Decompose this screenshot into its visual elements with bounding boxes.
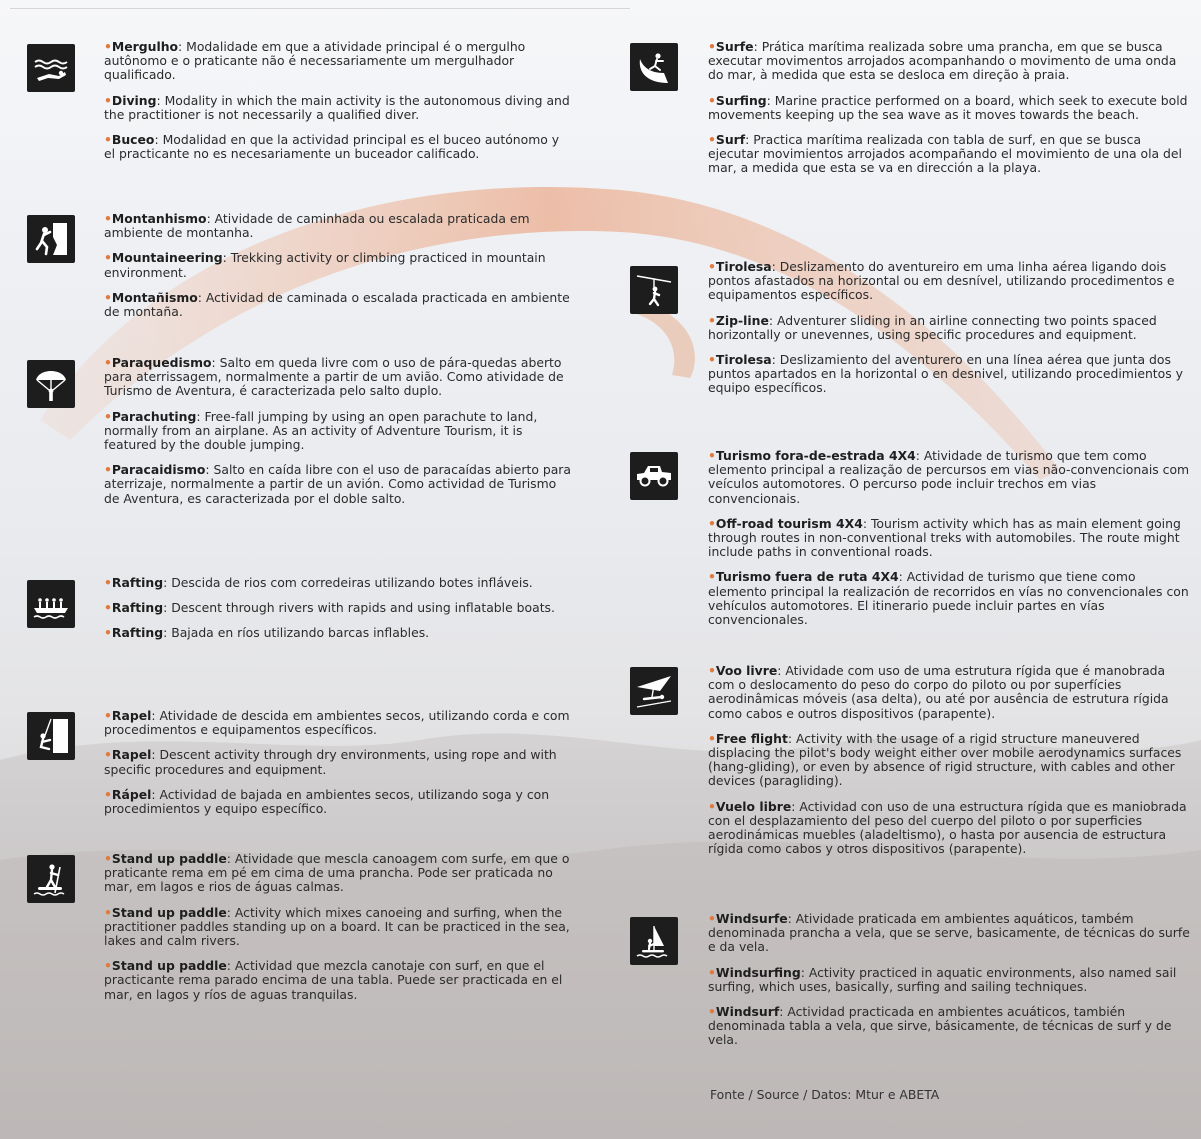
definition-es: •Paracaidismo: Salto en caída libre con el uso de paracaídas abierto para aterrizaje, normalmente a partir de un avión. Como actividad de Turismo de Aventura, es caracterizada por el doble salto. [104,462,571,506]
entry-off-road-text [708,449,1192,627]
definition-en: •Windsurfing: Activity practiced in aquatic environments, also named sail surfing, which uses, basically, surfing and sailing techniques. [708,964,1177,994]
stand-up-paddle-icon [27,855,75,903]
definition-es: •Windsurf: Actividad practicada en ambientes acuáticos, también denominada tabla a vela, que sirve, básicamente, de técnicas de surf y de vela. [708,1004,1172,1048]
source-credit: Fonte / Source / Datos: Mtur e ABETA [710,1087,940,1102]
definition-pt: •Mergulho: Modalidade em que a atividade principal é o mergulho autônomo e o praticante não é necessariamente um mergulhador qualificado. [104,39,526,83]
mountaineering-icon [27,215,75,263]
surfing-icon [630,43,678,91]
definition-es: •Stand up paddle: Actividad que mezcla canotaje con surf, en que el practicante rema parado encima de una tabla. Puede ser practicada en el mar, en lagos y ríos de aguas tranquilas. [104,958,563,1002]
definition-es: •Surf: Practica marítima realizada con tabla de surf, en que se busca ejecutar movimientos arrojados acompañando el movimiento de una ola del mar, a medida que esta se va en dirección a la playa. [708,132,1182,176]
definition-en: •Rapel: Descent activity through dry environments, using rope and with specific procedures and equipment. [104,747,557,777]
definition-en: •Off-road tourism 4X4: Tourism activity which has as main element going through routes in non-conventional treks with automobiles. The route might include paths in conventional roads. [708,515,1181,560]
windsurfing-icon [630,917,678,965]
rappel-icon [27,712,75,760]
entry-rappel-text [104,709,584,816]
entry-windsurfing-text [708,912,1192,1048]
definition-es: •Turismo fuera de ruta 4X4: Actividad de turismo que tiene como elemento principal la realización de recorridos en vías no convencionales con vehículos automotores. El itinerario puede incluir partes en vías convencionales. [708,569,1189,628]
definition-en: •Mountaineering: Trekking activity or climbing practiced in mountain environment. [104,250,546,280]
definition-en: •Free flight: Activity with the usage of a rigid structure maneuvered displacing the pilot's body weight either over mobile aerodynamics surfaces (hang-gliding), or even by absence of rigid structure, with cables and other devices (paragliding). [708,730,1182,789]
definition-pt: •Rapel: Atividade de descida em ambientes secos, utilizando corda e com procedimentos e equipamentos específicos. [104,708,570,738]
rafting-icon [27,580,75,628]
scuba-diving-icon [27,44,75,92]
entry-free-flight-text [708,664,1192,856]
definition-pt: •Stand up paddle: Atividade que mescla canoagem com surfe, em que o praticante rema em pé em cima de uma prancha. Pode ser praticada no mar, em lagos e rios de águas calmas. [104,851,570,895]
entry-surfing-text [708,40,1188,176]
entry-rafting-text [104,576,574,641]
off-road-4x4-icon [630,452,678,500]
definition-pt: •Windsurfe: Atividade praticada em ambientes aquáticos, também denominada prancha a vela, que se serve, basicamente, de técnicas do surfe e da vela. [708,911,1190,955]
definition-en: •Diving: Modality in which the main activity is the autonomous diving and the practitioner is not necessarily a qualified diver. [104,92,570,122]
definition-pt: •Turismo fora-de-estrada 4X4: Atividade de turismo que tem como elemento principal a realização de percursos em vias não-convencionais com veículos automotores. O percurso pode incluir trechos em vias convencionais. [708,448,1190,506]
definition-pt: •Surfe: Prática marítima realizada sobre uma prancha, em que se busca executar movimentos arrojados acompanhando o movimento de uma onda do mar, à medida que esta se desloca em direção à praia. [708,39,1177,83]
parachute-icon [27,360,75,408]
definition-pt: •Rafting: Descida de rios com corredeiras utilizando botes infláveis. [104,575,533,590]
entry-mountaineering-text [104,212,574,319]
definition-es: •Tirolesa: Deslizamiento del aventurero en una línea aérea que junta dos puntos apartados en la horizontal o en desnivel, utilizando procedimientos y equipo específicos. [708,352,1183,396]
entry-parachuting-text [104,356,574,506]
definition-en: •Parachuting: Free-fall jumping by using an open parachute to land, normally from an airplane. As an activity of Adventure Tourism, it is featured by the double jumping. [104,408,538,453]
entry-zip-line-text [708,260,1188,396]
definition-en: •Rafting: Descent through rivers with rapids and using inflatable boats. [104,600,555,616]
definition-es: •Vuelo libre: Actividad con uso de una estructura rígida que es maniobrada con el desplazamiento del peso del cuerpo del piloto o por superficies aerodinámicas muebles (aladeltismo), o hasta por ausencia de estructura rígida como cabos y otros dispositivos (parapente). [708,798,1187,857]
hang-gliding-icon [630,667,678,715]
entry-stand-up-paddle-text [104,852,574,1002]
definition-en: •Stand up paddle: Activity which mixes canoeing and surfing, when the practitioner paddles standing up on a board. It can be practiced in the sea, lakes and calm rivers. [104,904,570,949]
definition-pt: •Montanhismo: Atividade de caminhada ou escalada praticada em ambiente de montanha. [104,211,530,241]
entry-diving-text [104,40,574,161]
definition-pt: •Voo livre: Atividade com uso de uma estrutura rígida que é manobrada com o deslocamento do peso do corpo do piloto ou por superfícies aerodinâmicas móveis (asa delta), ou até por ausência de estrutura rígida como cabos e outros dispositivos (parapente). [708,663,1169,721]
definition-pt: •Paraquedismo: Salto em queda livre com o uso de pára-quedas aberto para aterrissagem, normalmente a partir de um avião. Como atividade de Turismo de Aventura, é caracterizada pelo salto duplo. [104,355,564,399]
definition-en: •Zip-line: Adventurer sliding in an airline connecting two points spaced horizontally or unevennes, using specific procedures and equipment. [708,312,1157,342]
definition-es: •Buceo: Modalidad en que la actividad principal es el buceo autónomo y el practicante no es necesariamente un buceador calificado. [104,132,560,162]
definition-es: •Montañismo: Actividad de caminada o escalada practicada en ambiente de montaña. [104,289,570,320]
definition-en: •Surfing: Marine practice performed on a board, which seek to execute bold movements keeping up the sea wave as it moves towards the beach. [708,92,1188,122]
definition-es: •Rafting: Bajada en ríos utilizando barcas inflables. [104,625,430,641]
definition-pt: •Tirolesa: Deslizamento do aventureiro em uma linha aérea ligando dois pontos afastados na horizontal ou em desnível, utilizando procedimentos e equipamentos específicos. [708,259,1175,303]
zip-line-icon [630,266,678,314]
definition-es: •Rápel: Actividad de bajada en ambientes secos, utilizando soga y con procedimientos y equipo específico. [104,786,550,817]
